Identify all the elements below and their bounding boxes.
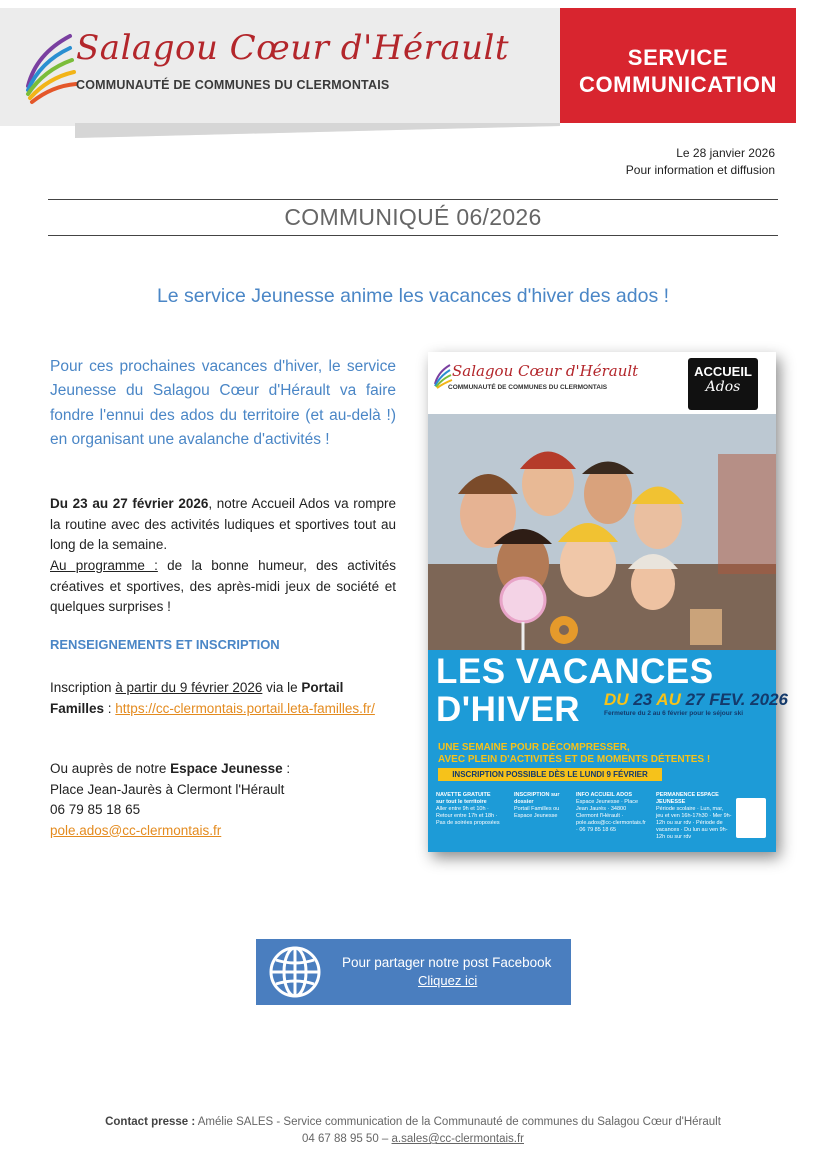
footer-phone: 04 67 88 95 50 — [301, 1133, 379, 1145]
footer-label: Contact presse : — [105, 1116, 196, 1128]
bottom-rule — [48, 235, 778, 236]
footer-sep: – — [378, 1133, 392, 1145]
programme-label: Au programme : — [50, 558, 158, 573]
poster-date-end: 27 FEV. 2026 — [685, 690, 788, 709]
badge-top: ACCUEIL — [694, 364, 752, 379]
poster-date-start: 23 — [633, 690, 653, 709]
portal-link[interactable]: https://cc-clermontais.portail.leta-familles.fr/ — [115, 700, 375, 716]
poster-tagline — [438, 742, 710, 766]
communique-number: COMMUNIQUÉ 06/2026 — [284, 204, 542, 230]
programme-rest: de la bonne humeur, des activités créatives et sportives, des après-midi jeux de société et quelques surprises ! — [50, 558, 396, 614]
info-heading: RENSEIGNEMENTS ET INSCRIPTION — [50, 637, 280, 652]
globe-icon — [267, 944, 323, 1000]
poster-tagline-1: UNE SEMAINE POUR DÉCOMPRESSER, — [438, 742, 630, 753]
poster-col-navette — [436, 792, 500, 827]
inscription-prefix: Inscription — [50, 680, 116, 695]
facebook-share-button[interactable] — [256, 939, 571, 1005]
brand-logo — [22, 22, 510, 102]
poster-inscription-banner: INSCRIPTION POSSIBLE DÈS LE LUNDI 9 FÉVRIER — [438, 768, 662, 781]
poster-date-du: DU — [604, 690, 634, 709]
date-block — [626, 145, 775, 179]
teens-photo — [428, 414, 776, 650]
intro-paragraph: Pour ces prochaines vacances d'hiver, le service Jeunesse du Salagou Cœur d'Hérault va faire fondre l'ennui des ados du territoire (et au-delà !) en organisant une avalanche d'activités ! — [50, 358, 396, 448]
contact-phone: 06 79 85 18 65 — [50, 802, 141, 817]
dates-rest: , notre Accueil Ados va rompre la routine avec des activités ludiques et sportives tout au long de la semaine. — [50, 496, 396, 552]
poster-title-line-1: LES VACANCES — [436, 652, 714, 691]
press-contact-footer — [48, 1114, 778, 1148]
espace-jeunesse: Espace Jeunesse — [170, 761, 283, 776]
logo-subtitle: COMMUNAUTÉ DE COMMUNES DU CLERMONTAIS — [76, 78, 390, 92]
poster-col4-title: PERMANENCE ESPACE JEUNESSE — [656, 792, 719, 805]
poster-title-line-2: D'HIVER — [436, 690, 581, 729]
inscription-paragraph — [50, 678, 396, 719]
diffusion-note: Pour information et diffusion — [625, 163, 775, 177]
event-poster — [428, 352, 788, 852]
inscription-mid: via le — [262, 680, 302, 695]
logo-title: Salagou Cœur d'Hérault — [76, 28, 510, 68]
poster-closure-note: Fermeture du 2 au 6 février pour le séjour ski — [604, 710, 744, 717]
poster-col-info — [576, 792, 648, 834]
badge-bottom: Ados — [705, 379, 741, 395]
press-headline: Le service Jeunesse anime les vacances d'hiver des ados ! — [156, 285, 670, 307]
service-line-2: COMMUNICATION — [578, 72, 778, 97]
poster-date-au: AU — [652, 690, 686, 709]
poster-col-inscription — [514, 792, 570, 820]
poster-dates — [604, 690, 788, 710]
rainbow-arcs-icon — [22, 26, 78, 96]
inscription-colon: : — [104, 700, 116, 716]
contact-colon: : — [282, 761, 291, 776]
dates-paragraph — [50, 494, 396, 556]
contact-prefix: Ou auprès de notre — [50, 761, 171, 776]
contact-paragraph — [50, 759, 396, 841]
poster-col4-text: Période scolaire · Lun, mar, jeu et ven 16h-17h30 · Mer 9h-12h ou sur rdv · Période de vacances · Du lun au ven 9h-12h ou sur rdv — [656, 806, 732, 840]
poster-logo-title: Salagou Cœur d'Hérault — [452, 362, 639, 380]
poster-col3-text: Espace Jeunesse · Place Jean Jaurès · 34800 Clermont l'Hérault · pole.ados@cc-clermontais.fr · 06 79 85 18 65 — [576, 799, 646, 833]
service-line-1: SERVICE — [627, 45, 729, 70]
service-communication-box — [560, 8, 796, 123]
poster-col2-title: INSCRIPTION sur dossier — [514, 792, 560, 805]
poster-col3-title: INFO ACCUEIL ADOS — [576, 792, 633, 798]
facebook-click-link[interactable]: Cliquez ici — [418, 973, 478, 988]
contact-address: Place Jean-Jaurès à Clermont l'Hérault — [50, 781, 285, 797]
footer-text: Amélie SALES - Service communication de la Communauté de communes du Salagou Cœur d'Hérault — [195, 1116, 721, 1128]
contact-email-link[interactable]: pole.ados@cc-clermontais.fr — [50, 822, 222, 838]
poster-col-permanence — [656, 792, 732, 841]
top-rule — [48, 199, 778, 200]
portal-name: Portail Familles — [50, 680, 344, 716]
programme-paragraph — [50, 556, 396, 618]
poster-tagline-2: AVEC PLEIN D'ACTIVITÉS ET DE MOMENTS DÉTENTES ! — [438, 754, 711, 765]
footer-email-link[interactable]: a.sales@cc-clermontais.fr — [391, 1133, 524, 1145]
poster-header — [428, 352, 776, 414]
teens-photo-illustration — [428, 414, 776, 650]
facebook-share-text: Pour partager notre post Facebook — [342, 955, 552, 970]
poster-logo-subtitle: COMMUNAUTÉ DE COMMUNES DU CLERMONTAIS — [448, 384, 608, 391]
dates-bold: Du 23 au 27 février 2026 — [50, 496, 209, 511]
release-date: Le 28 janvier 2026 — [676, 146, 775, 160]
inscription-date: à partir du 9 février 2026 — [115, 680, 263, 695]
caf-logo-icon — [736, 798, 766, 838]
poster-col2-text: Portail Familles ou Espace Jeunesse — [514, 806, 560, 819]
accueil-ados-badge — [688, 358, 758, 410]
poster-col1-title: NAVETTE GRATUITE sur tout le territoire — [436, 792, 491, 805]
poster-col1-text: Aller entre 9h et 10h · Retour entre 17h et 18h · Pas de soirées proposées — [436, 806, 500, 826]
